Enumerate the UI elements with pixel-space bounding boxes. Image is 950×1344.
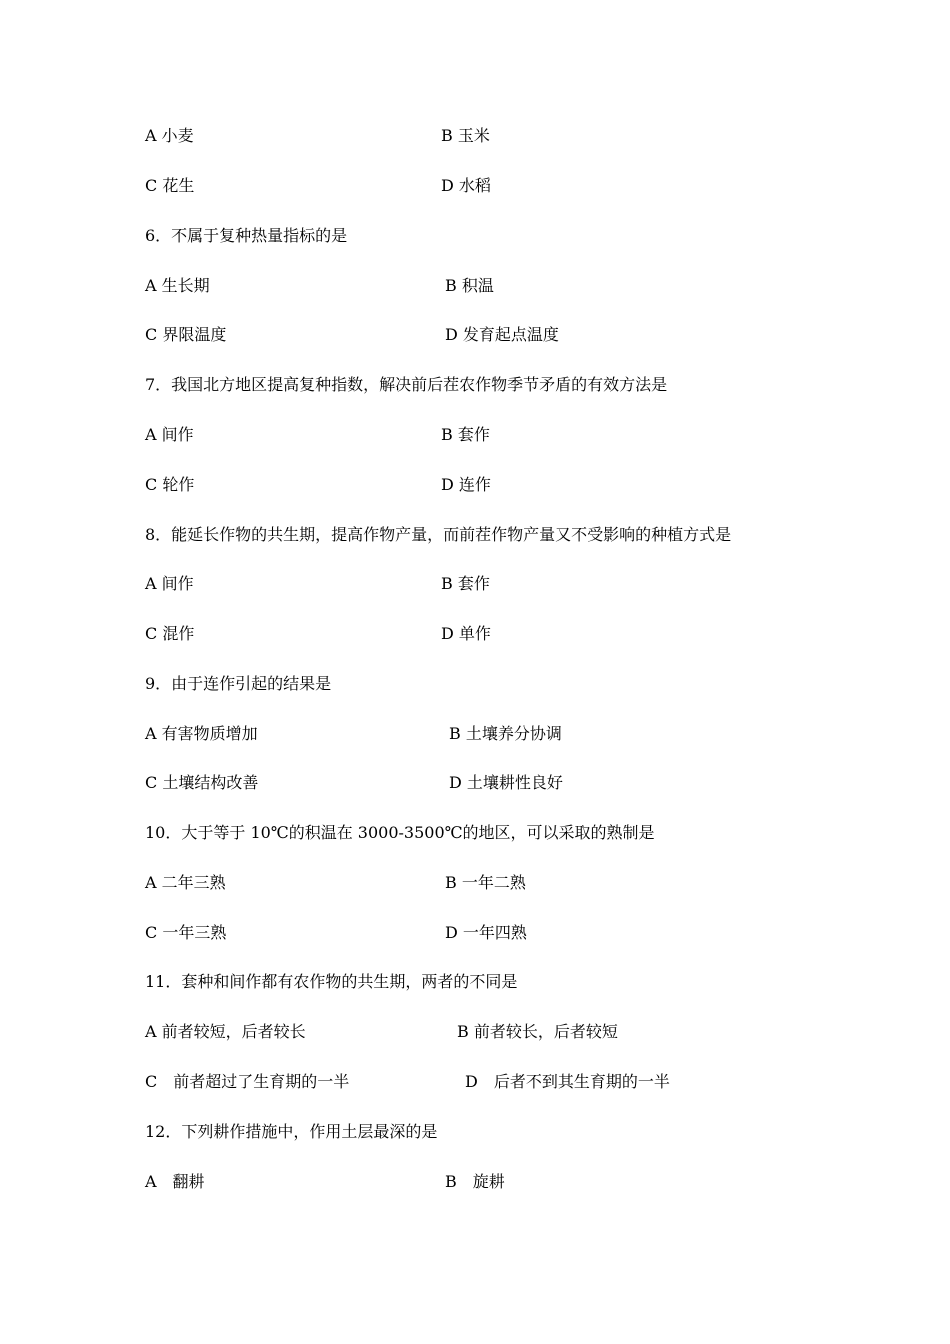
q9-stem: 9．由于连作引起的结果是 (145, 674, 332, 693)
q6-option-c: C 界限温度 (145, 325, 227, 344)
q10-stem: 10．大于等于 10℃的积温在 3000-3500℃的地区，可以采取的熟制是 (145, 823, 655, 842)
q11-option-b: B 前者较长，后者较短 (457, 1022, 618, 1041)
q6-option-d: D 发育起点温度 (445, 325, 559, 344)
q10-option-a: A 二年三熟 (145, 873, 226, 892)
q10-option-b: B 一年二熟 (445, 873, 526, 892)
q5-option-c: C 花生 (145, 176, 195, 195)
q5-option-b: B 玉米 (441, 126, 490, 145)
q8-option-c: C 混作 (145, 624, 195, 643)
q7-option-c: C 轮作 (145, 475, 195, 494)
q7-option-a: A 间作 (145, 425, 194, 444)
q11-option-d: D 后者不到其生育期的一半 (465, 1072, 670, 1091)
q6-option-a: A 生长期 (145, 276, 210, 295)
q11-option-a: A 前者较短，后者较长 (145, 1022, 306, 1041)
q8-stem: 8．能延长作物的共生期，提高作物产量，而前茬作物产量又不受影响的种植方式是 (145, 525, 732, 544)
q11-stem: 11．套种和间作都有农作物的共生期，两者的不同是 (145, 972, 518, 991)
q6-option-b: B 积温 (445, 276, 494, 295)
q9-option-c: C 土壤结构改善 (145, 773, 259, 792)
q9-option-d: D 土壤耕性良好 (449, 773, 563, 792)
q8-option-a: A 间作 (145, 574, 194, 593)
q10-option-d: D 一年四熟 (445, 923, 527, 942)
q5-option-d: D 水稻 (441, 176, 491, 195)
q7-stem: 7．我国北方地区提高复种指数，解决前后茬农作物季节矛盾的有效方法是 (145, 375, 668, 394)
q7-option-b: B 套作 (441, 425, 490, 444)
q11-option-c: C 前者超过了生育期的一半 (145, 1072, 350, 1091)
q9-option-a: A 有害物质增加 (145, 724, 258, 743)
q12-stem: 12．下列耕作措施中，作用土层最深的是 (145, 1122, 438, 1141)
q6-stem: 6．不属于复种热量指标的是 (145, 226, 348, 245)
q8-option-b: B 套作 (441, 574, 490, 593)
q12-option-b: B 旋耕 (445, 1172, 505, 1191)
q10-option-c: C 一年三熟 (145, 923, 227, 942)
q12-option-a: A 翻耕 (145, 1172, 205, 1191)
q8-option-d: D 单作 (441, 624, 491, 643)
q5-option-a: A 小麦 (145, 126, 194, 145)
q7-option-d: D 连作 (441, 475, 491, 494)
q9-option-b: B 土壤养分协调 (449, 724, 562, 743)
